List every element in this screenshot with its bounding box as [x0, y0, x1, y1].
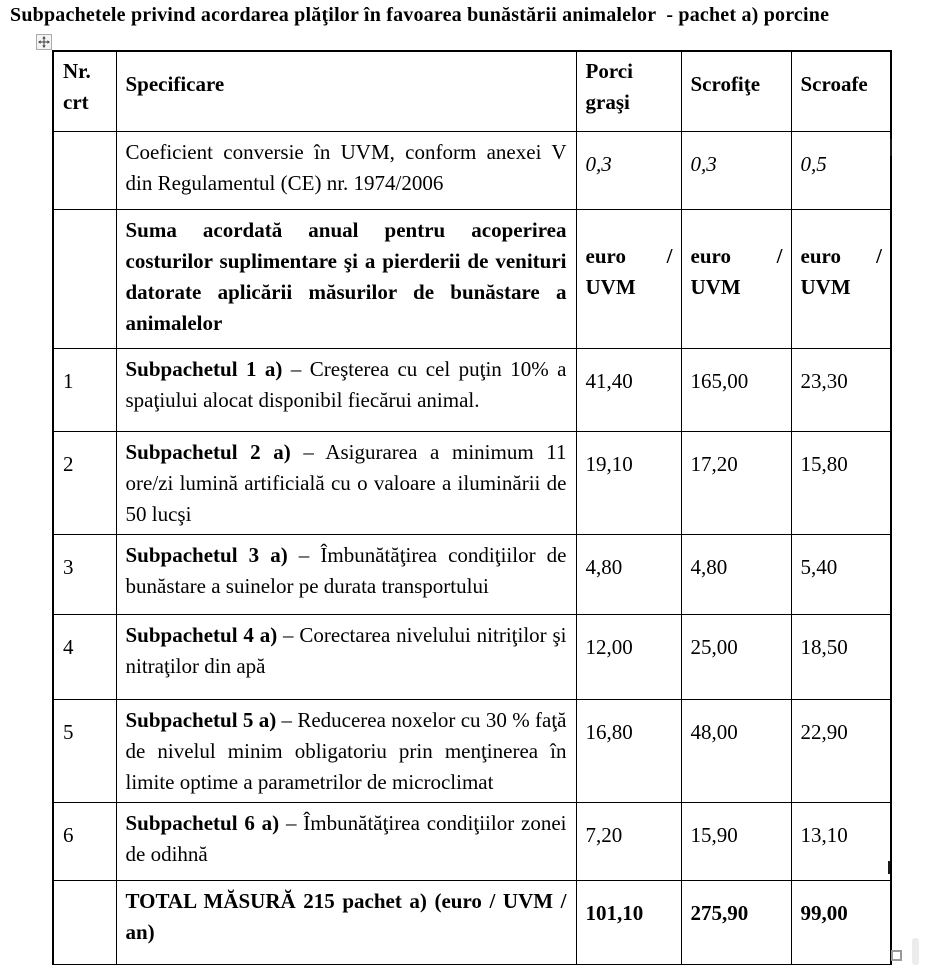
cell-value-scrofite[interactable]: 0,3 — [681, 131, 791, 209]
spec-lead-text: Subpachetul 1 a) — [125, 356, 283, 381]
cell-value-scrofite[interactable]: 17,20 — [681, 431, 791, 534]
spec-body-text: – Reducerea noxelor cu 30 % faţă de nivelul minim obligatoriu prin menţinerea în limite optime a parametrilor de microclimat — [125, 707, 567, 794]
cell-nr[interactable]: 2 — [53, 431, 116, 534]
move-cross-icon — [38, 36, 50, 48]
text-cursor-artifact — [888, 861, 890, 874]
cell-value-scrofite[interactable]: 48,00 — [681, 699, 791, 802]
spec-body-text: – Îmbunătăţirea condiţiilor de bunăstare a suinelor pe durata transportului — [125, 542, 567, 598]
cell-nr[interactable] — [53, 209, 116, 348]
cell-specificare[interactable] — [116, 880, 576, 965]
text-cursor-artifact — [890, 139, 892, 156]
spec-lead-text: Subpachetul 3 a) — [125, 542, 288, 567]
cell-specificare[interactable] — [116, 348, 576, 431]
table-row-subpachet-2 — [53, 431, 891, 534]
table-row-coeficient — [53, 131, 891, 209]
spec-lead-text: Suma acordată anual pentru acoperirea costurilor suplimentare şi a pierderii de venituri datorate aplicării măsurilor de bunăstare a animalelor — [125, 217, 567, 335]
cell-value-porci-grasi[interactable]: 16,80 — [576, 699, 681, 802]
table-row-suma-acordata — [53, 209, 891, 348]
cell-nr[interactable]: 4 — [53, 614, 116, 699]
cell-value-porci-grasi[interactable]: 4,80 — [576, 534, 681, 614]
table-resize-handle[interactable] — [891, 950, 902, 961]
cell-value-scrofite[interactable]: 275,90 — [681, 880, 791, 965]
spec-body-text: – Îmbunătăţirea condiţiilor zonei de odihnă — [125, 810, 567, 866]
cell-value-porci-grasi[interactable]: 7,20 — [576, 802, 681, 880]
cell-specificare[interactable] — [116, 431, 576, 534]
table-row-subpachet-1 — [53, 348, 891, 431]
spec-body-text: – Asigurarea a minimum 11 ore/zi lumină artificială cu o valoare a iluminării de 50 lucşi — [125, 439, 567, 526]
table-row-subpachet-6 — [53, 802, 891, 880]
cell-value-scrofite[interactable]: euro / UVM — [681, 209, 791, 348]
cell-specificare[interactable] — [116, 534, 576, 614]
column-header-nr-crt[interactable]: Nr. crt — [53, 51, 116, 131]
cell-value-scroafe[interactable]: 15,80 — [791, 431, 891, 534]
payments-table — [52, 50, 892, 965]
cell-nr[interactable]: 5 — [53, 699, 116, 802]
scrollbar-thumb[interactable] — [912, 938, 919, 965]
cell-value-scroafe[interactable]: 22,90 — [791, 699, 891, 802]
cell-value-porci-grasi[interactable]: 19,10 — [576, 431, 681, 534]
document-title: Subpachetele privind acordarea plăţilor în favoarea bunăstării animalelor - pachet a) porcine — [10, 4, 830, 26]
cell-nr[interactable]: 3 — [53, 534, 116, 614]
cell-specificare[interactable] — [116, 614, 576, 699]
column-header-scrofite[interactable]: Scrofiţe — [681, 51, 791, 131]
cell-value-scroafe[interactable]: 5,40 — [791, 534, 891, 614]
cell-value-porci-grasi[interactable]: 41,40 — [576, 348, 681, 431]
cell-nr[interactable]: 6 — [53, 802, 116, 880]
cell-value-scrofite[interactable]: 15,90 — [681, 802, 791, 880]
cell-value-scroafe[interactable]: 23,30 — [791, 348, 891, 431]
spec-body-text: – Creşterea cu cel puţin 10% a spaţiului alocat disponibil fiecărui animal. — [125, 356, 567, 412]
spec-lead-text: TOTAL MĂSURĂ 215 pachet a) (euro / UVM / an) — [125, 888, 567, 944]
cell-value-scroafe[interactable]: 18,50 — [791, 614, 891, 699]
column-header-scroafe[interactable]: Scroafe — [791, 51, 891, 131]
cell-value-porci-grasi[interactable]: euro / UVM — [576, 209, 681, 348]
spec-lead-text: Subpachetul 4 a) — [125, 622, 278, 647]
cell-value-porci-grasi[interactable]: 101,10 — [576, 880, 681, 965]
table-row-subpachet-3 — [53, 534, 891, 614]
cell-value-scrofite[interactable]: 25,00 — [681, 614, 791, 699]
spec-body-text: – Corectarea nivelului nitriţilor şi nitraţilor din apă — [125, 622, 567, 678]
spec-lead-text: Subpachetul 5 a) — [125, 707, 277, 732]
column-header-specificare[interactable]: Specificare — [116, 51, 576, 131]
cell-value-scrofite[interactable]: 165,00 — [681, 348, 791, 431]
cell-value-scroafe[interactable]: 99,00 — [791, 880, 891, 965]
cell-specificare[interactable] — [116, 802, 576, 880]
cell-value-scroafe[interactable]: euro / UVM — [791, 209, 891, 348]
cell-value-scroafe[interactable]: 0,5 — [791, 131, 891, 209]
cell-value-scrofite[interactable]: 4,80 — [681, 534, 791, 614]
table-row-total — [53, 880, 891, 965]
cell-value-porci-grasi[interactable]: 12,00 — [576, 614, 681, 699]
table-row-subpachet-4 — [53, 614, 891, 699]
cell-specificare[interactable] — [116, 131, 576, 209]
spec-body-text: Coeficient conversie în UVM, conform anexei V din Regulamentul (CE) nr. 1974/2006 — [125, 139, 567, 195]
table-move-handle[interactable] — [36, 34, 52, 50]
spec-lead-text: Subpachetul 6 a) — [125, 810, 280, 835]
cell-value-porci-grasi[interactable]: 0,3 — [576, 131, 681, 209]
cell-nr[interactable] — [53, 880, 116, 965]
cell-specificare[interactable] — [116, 699, 576, 802]
table-row-subpachet-5 — [53, 699, 891, 802]
cell-nr[interactable]: 1 — [53, 348, 116, 431]
column-header-porci-grasi[interactable]: Porci graşi — [576, 51, 681, 131]
spec-lead-text: Subpachetul 2 a) — [125, 439, 291, 464]
cell-specificare[interactable] — [116, 209, 576, 348]
cell-value-scroafe[interactable]: 13,10 — [791, 802, 891, 880]
cell-nr[interactable] — [53, 131, 116, 209]
table-header-row — [53, 51, 891, 131]
